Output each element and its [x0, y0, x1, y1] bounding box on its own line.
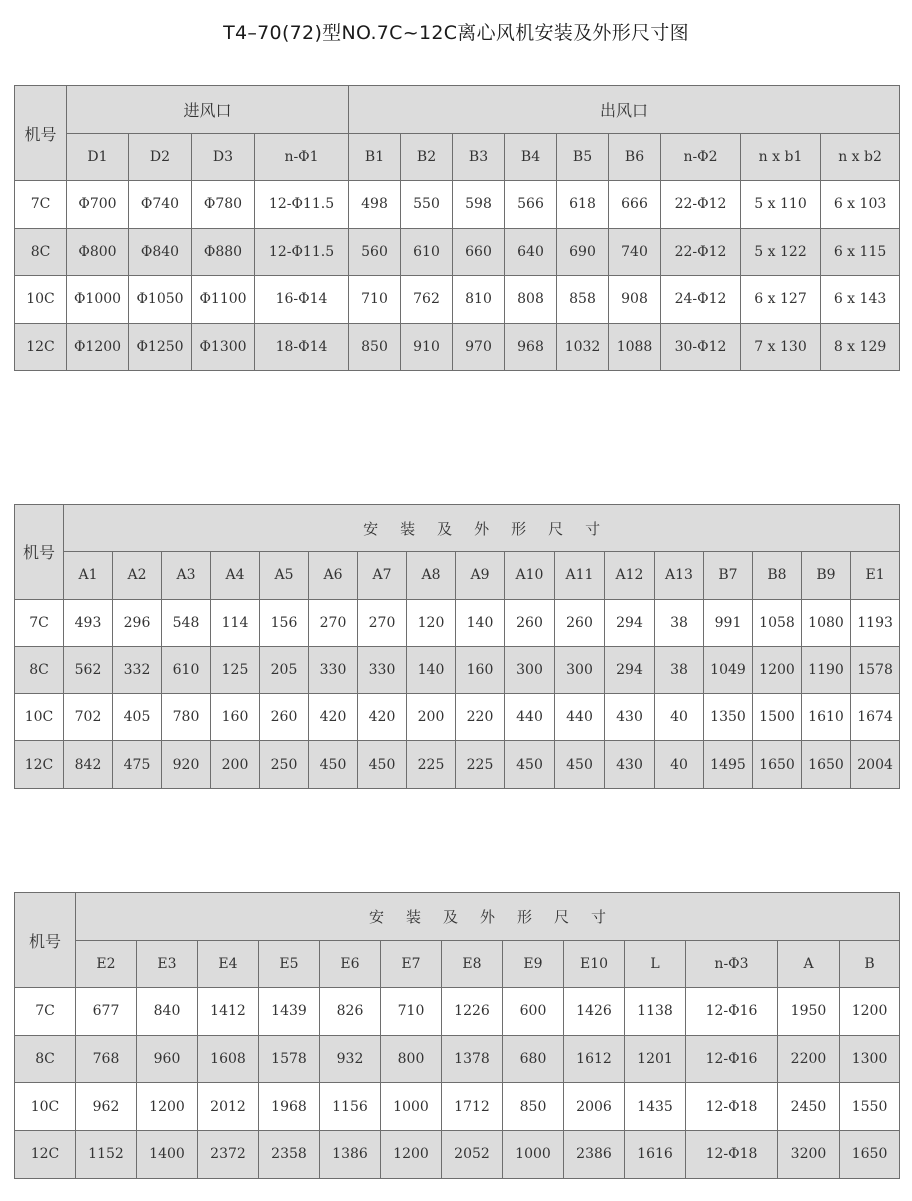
model-cell: 8C [15, 1035, 76, 1083]
table-cell: 1200 [753, 646, 802, 693]
model-header: 机号 [15, 893, 76, 988]
column-header: B9 [802, 552, 851, 599]
table-cell: 7 x 130 [741, 323, 821, 371]
table-cell: 840 [137, 988, 198, 1036]
table-cell: 600 [503, 988, 564, 1036]
table-cell: Φ1300 [192, 323, 255, 371]
table-cell: 220 [456, 694, 505, 741]
table-cell: 1439 [259, 988, 320, 1036]
table-cell: 1650 [840, 1130, 900, 1178]
table-cell: Φ740 [129, 181, 192, 229]
table-cell: 40 [655, 741, 704, 788]
column-header: E5 [259, 940, 320, 988]
table-row [15, 741, 900, 788]
table-cell: 6 x 143 [821, 276, 900, 324]
table-cell: 566 [505, 181, 557, 229]
table-cell: 702 [64, 694, 113, 741]
table-cell: 420 [358, 694, 407, 741]
table-cell: 160 [211, 694, 260, 741]
table-cell: 2006 [564, 1083, 625, 1131]
table-cell: 2450 [778, 1083, 840, 1131]
table-cell: 1138 [625, 988, 686, 1036]
table-cell: 30-Φ12 [661, 323, 741, 371]
model-cell: 7C [15, 599, 64, 646]
table-cell: 160 [456, 646, 505, 693]
table-cell: 294 [605, 646, 655, 693]
column-header: A8 [407, 552, 456, 599]
table-cell: 710 [349, 276, 401, 324]
column-header: E8 [442, 940, 503, 988]
installation-group-header: 安装及外形尺寸 [76, 893, 900, 941]
column-header: B3 [453, 133, 505, 181]
column-header: E9 [503, 940, 564, 988]
table-cell: 1616 [625, 1130, 686, 1178]
table-cell: Φ840 [129, 228, 192, 276]
table-cell: 1610 [802, 694, 851, 741]
table-cell: Φ780 [192, 181, 255, 229]
table-cell: 6 x 127 [741, 276, 821, 324]
table-cell: 3200 [778, 1130, 840, 1178]
table-cell: 22-Φ12 [661, 181, 741, 229]
table-row [15, 276, 900, 324]
table-cell: 1152 [76, 1130, 137, 1178]
column-header: A4 [211, 552, 260, 599]
table-cell: 680 [503, 1035, 564, 1083]
table-cell: Φ1250 [129, 323, 192, 371]
column-header: A11 [555, 552, 605, 599]
table-cell: 18-Φ14 [255, 323, 349, 371]
column-header: B [840, 940, 900, 988]
table-cell: 12-Φ16 [686, 988, 778, 1036]
table-cell: 2372 [198, 1130, 259, 1178]
table-cell: 1032 [557, 323, 609, 371]
table-cell: 1578 [259, 1035, 320, 1083]
table-cell: 450 [358, 741, 407, 788]
model-cell: 8C [15, 646, 64, 693]
table-cell: 1049 [704, 646, 753, 693]
table-cell: 260 [555, 599, 605, 646]
table-cell: 270 [358, 599, 407, 646]
table-cell: 1200 [840, 988, 900, 1036]
installation-dimensions-table-2 [14, 892, 900, 1179]
table-cell: 1608 [198, 1035, 259, 1083]
table-row [15, 646, 900, 693]
column-header: B5 [557, 133, 609, 181]
column-header: E3 [137, 940, 198, 988]
table-cell: Φ1100 [192, 276, 255, 324]
installation-group-header: 安装及外形尺寸 [64, 505, 900, 552]
column-header: A9 [456, 552, 505, 599]
table-cell: 910 [401, 323, 453, 371]
table-cell: 560 [349, 228, 401, 276]
column-header: n-Φ1 [255, 133, 349, 181]
table-cell: 1378 [442, 1035, 503, 1083]
table-cell: 140 [407, 646, 456, 693]
table-cell: 1080 [802, 599, 851, 646]
table-cell: 640 [505, 228, 557, 276]
table-cell: 1200 [381, 1130, 442, 1178]
table-cell: 1500 [753, 694, 802, 741]
column-header: A5 [260, 552, 309, 599]
table-cell: 562 [64, 646, 113, 693]
inlet-group-header: 进风口 [67, 86, 349, 134]
table-cell: 440 [505, 694, 555, 741]
table-cell: 12-Φ11.5 [255, 228, 349, 276]
column-header: B1 [349, 133, 401, 181]
column-header: A [778, 940, 840, 988]
table-cell: 932 [320, 1035, 381, 1083]
table-cell: 1350 [704, 694, 753, 741]
table-cell: 22-Φ12 [661, 228, 741, 276]
column-header: E10 [564, 940, 625, 988]
table-cell: Φ800 [67, 228, 129, 276]
table-cell: 1712 [442, 1083, 503, 1131]
model-cell: 12C [15, 741, 64, 788]
table-cell: 1226 [442, 988, 503, 1036]
table-cell: 156 [260, 599, 309, 646]
table-cell: 1300 [840, 1035, 900, 1083]
table-cell: 908 [609, 276, 661, 324]
table-cell: 1200 [137, 1083, 198, 1131]
table-cell: 962 [76, 1083, 137, 1131]
column-header: B8 [753, 552, 802, 599]
table-cell: 768 [76, 1035, 137, 1083]
table-cell: 548 [162, 599, 211, 646]
table-cell: 808 [505, 276, 557, 324]
page-title: T4–70(72)型NO.7C~12C离心风机安装及外形尺寸图 [223, 22, 689, 44]
table-cell: 1950 [778, 988, 840, 1036]
table-row [15, 181, 900, 229]
table-cell: 1058 [753, 599, 802, 646]
table-cell: 12-Φ11.5 [255, 181, 349, 229]
column-header: B2 [401, 133, 453, 181]
table-cell: 38 [655, 599, 704, 646]
column-header: D1 [67, 133, 129, 181]
table-cell: 16-Φ14 [255, 276, 349, 324]
column-header: A7 [358, 552, 407, 599]
table-cell: 598 [453, 181, 505, 229]
table-cell: 920 [162, 741, 211, 788]
table-cell: 762 [401, 276, 453, 324]
table-cell: 610 [401, 228, 453, 276]
table-cell: 1190 [802, 646, 851, 693]
table-cell: 450 [309, 741, 358, 788]
table-cell: 1674 [851, 694, 900, 741]
table-cell: 960 [137, 1035, 198, 1083]
model-header: 机号 [15, 505, 64, 600]
table-cell: 2386 [564, 1130, 625, 1178]
table-row [15, 1035, 900, 1083]
column-header: A12 [605, 552, 655, 599]
table-cell: 2004 [851, 741, 900, 788]
table-cell: 330 [309, 646, 358, 693]
model-cell: 12C [15, 1130, 76, 1178]
table-cell: 1578 [851, 646, 900, 693]
column-header: A2 [113, 552, 162, 599]
table-cell: 810 [453, 276, 505, 324]
table-cell: 475 [113, 741, 162, 788]
table-cell: 330 [358, 646, 407, 693]
table-cell: 300 [555, 646, 605, 693]
table-row [15, 694, 900, 741]
table-cell: 1426 [564, 988, 625, 1036]
table-cell: 710 [381, 988, 442, 1036]
table-cell: 2012 [198, 1083, 259, 1131]
column-header: D2 [129, 133, 192, 181]
table-cell: 38 [655, 646, 704, 693]
table-cell: 850 [349, 323, 401, 371]
table-cell: Φ880 [192, 228, 255, 276]
table-cell: 1650 [753, 741, 802, 788]
table-cell: 1201 [625, 1035, 686, 1083]
column-header: n-Φ2 [661, 133, 741, 181]
table-cell: 1400 [137, 1130, 198, 1178]
table-row [15, 228, 900, 276]
table-cell: 550 [401, 181, 453, 229]
table-row [15, 323, 900, 371]
table-row [15, 599, 900, 646]
table-cell: 12-Φ18 [686, 1130, 778, 1178]
table-row [15, 1083, 900, 1131]
model-header: 机号 [15, 86, 67, 181]
table-cell: 1193 [851, 599, 900, 646]
table-cell: 850 [503, 1083, 564, 1131]
table-cell: 1000 [503, 1130, 564, 1178]
table-cell: 12-Φ16 [686, 1035, 778, 1083]
table-cell: 690 [557, 228, 609, 276]
table-cell: 1088 [609, 323, 661, 371]
table-cell: 1435 [625, 1083, 686, 1131]
table-cell: 260 [260, 694, 309, 741]
table-cell: 780 [162, 694, 211, 741]
table-cell: 2200 [778, 1035, 840, 1083]
table-cell: 493 [64, 599, 113, 646]
model-cell: 7C [15, 181, 67, 229]
table-cell: 8 x 129 [821, 323, 900, 371]
table-cell: 125 [211, 646, 260, 693]
table-cell: Φ700 [67, 181, 129, 229]
table-cell: 140 [456, 599, 505, 646]
column-header: E1 [851, 552, 900, 599]
table-cell: 970 [453, 323, 505, 371]
table-cell: 250 [260, 741, 309, 788]
column-header: E2 [76, 940, 137, 988]
column-header: E4 [198, 940, 259, 988]
table-cell: 1650 [802, 741, 851, 788]
table-cell: 430 [605, 694, 655, 741]
table-row [15, 1130, 900, 1178]
table-cell: 24-Φ12 [661, 276, 741, 324]
table-cell: 1550 [840, 1083, 900, 1131]
table-cell: 6 x 115 [821, 228, 900, 276]
table-cell: 5 x 122 [741, 228, 821, 276]
table-cell: 800 [381, 1035, 442, 1083]
table-cell: 300 [505, 646, 555, 693]
table-cell: 618 [557, 181, 609, 229]
table-cell: 610 [162, 646, 211, 693]
column-header: B6 [609, 133, 661, 181]
column-header: n x b1 [741, 133, 821, 181]
table-cell: 6 x 103 [821, 181, 900, 229]
column-header: L [625, 940, 686, 988]
table-cell: 498 [349, 181, 401, 229]
table-cell: 430 [605, 741, 655, 788]
table-cell: 270 [309, 599, 358, 646]
column-header: A1 [64, 552, 113, 599]
table-cell: 405 [113, 694, 162, 741]
installation-dimensions-table-1 [14, 504, 900, 789]
table-cell: 1000 [381, 1083, 442, 1131]
table-cell: 450 [505, 741, 555, 788]
table-cell: 420 [309, 694, 358, 741]
table-cell: 120 [407, 599, 456, 646]
column-header: n-Φ3 [686, 940, 778, 988]
table-cell: 332 [113, 646, 162, 693]
column-header: B7 [704, 552, 753, 599]
table-cell: 2358 [259, 1130, 320, 1178]
table-cell: 12-Φ18 [686, 1083, 778, 1131]
column-header: A13 [655, 552, 704, 599]
table-row [15, 988, 900, 1036]
column-header: E7 [381, 940, 442, 988]
column-header: A3 [162, 552, 211, 599]
model-cell: 8C [15, 228, 67, 276]
table-cell: 2052 [442, 1130, 503, 1178]
table-cell: 1412 [198, 988, 259, 1036]
table-cell: Φ1050 [129, 276, 192, 324]
table-cell: 260 [505, 599, 555, 646]
table-cell: 858 [557, 276, 609, 324]
table-cell: 968 [505, 323, 557, 371]
model-cell: 10C [15, 1083, 76, 1131]
model-cell: 7C [15, 988, 76, 1036]
table-cell: 114 [211, 599, 260, 646]
table-cell: 1968 [259, 1083, 320, 1131]
inlet-outlet-dimensions-table [14, 85, 900, 371]
table-cell: 40 [655, 694, 704, 741]
table-cell: 450 [555, 741, 605, 788]
table-cell: 225 [407, 741, 456, 788]
model-cell: 10C [15, 276, 67, 324]
model-cell: 10C [15, 694, 64, 741]
table-cell: 5 x 110 [741, 181, 821, 229]
column-header: D3 [192, 133, 255, 181]
column-header: E6 [320, 940, 381, 988]
table-cell: 666 [609, 181, 661, 229]
table-cell: 294 [605, 599, 655, 646]
table-cell: 296 [113, 599, 162, 646]
table-cell: 200 [211, 741, 260, 788]
column-header: n x b2 [821, 133, 900, 181]
table-cell: Φ1200 [67, 323, 129, 371]
table-cell: 225 [456, 741, 505, 788]
table-cell: 826 [320, 988, 381, 1036]
table-cell: 1156 [320, 1083, 381, 1131]
table-cell: 740 [609, 228, 661, 276]
table-cell: 842 [64, 741, 113, 788]
table-cell: Φ1000 [67, 276, 129, 324]
column-header: B4 [505, 133, 557, 181]
table-cell: 205 [260, 646, 309, 693]
table-cell: 200 [407, 694, 456, 741]
table-cell: 440 [555, 694, 605, 741]
table-cell: 1612 [564, 1035, 625, 1083]
outlet-group-header: 出风口 [349, 86, 900, 134]
table-cell: 1386 [320, 1130, 381, 1178]
table-cell: 991 [704, 599, 753, 646]
table-cell: 1495 [704, 741, 753, 788]
table-cell: 660 [453, 228, 505, 276]
column-header: A6 [309, 552, 358, 599]
column-header: A10 [505, 552, 555, 599]
model-cell: 12C [15, 323, 67, 371]
table-cell: 677 [76, 988, 137, 1036]
